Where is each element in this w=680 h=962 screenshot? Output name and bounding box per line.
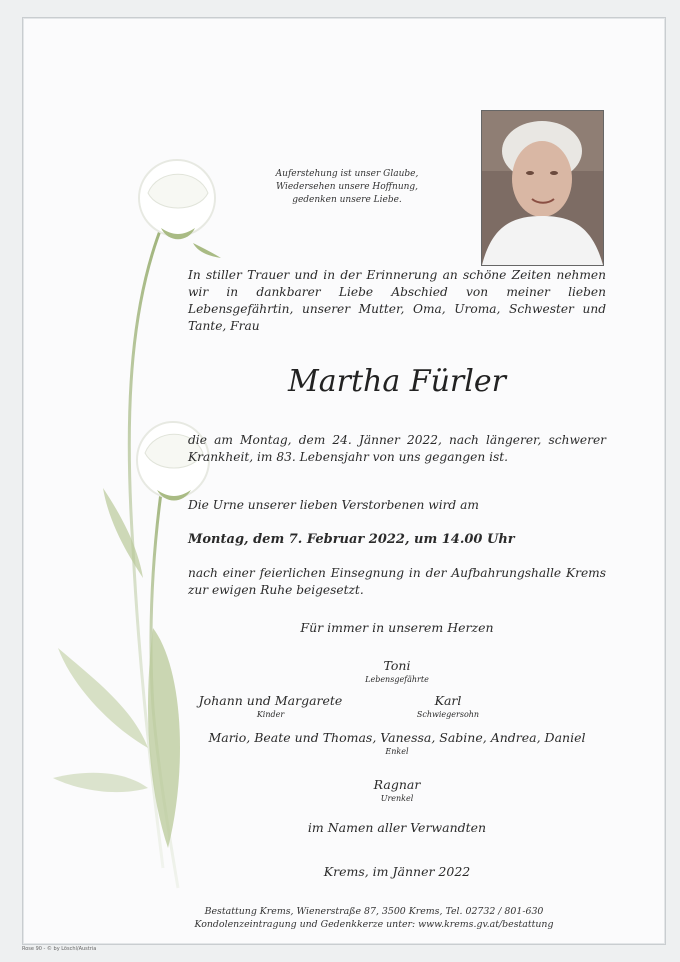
obituary-sheet [22, 17, 666, 945]
motto-line-3: gedenken unsere Liebe. [292, 195, 402, 205]
portrait-photo [481, 110, 604, 266]
motto-verse [259, 168, 435, 207]
mourner-role: Kinder [256, 710, 285, 719]
image-credit: Rose 90 - © by Löschl/Austria [22, 946, 97, 952]
mourner-role: Urenkel [380, 794, 414, 803]
ceremony-date: Montag, dem 7. Februar 2022, um 14.00 Uhr [188, 532, 515, 547]
intro-text: In stiller Trauer und in der Erinnerung an schöne Zeiten nehmen wir in dankbarer Liebe Abschied von meiner lieben Lebensgefährtin, unserer Mutter, Oma, Uroma, Schwester und Tante, Frau [188, 268, 606, 333]
mourner-name: Karl [434, 693, 462, 708]
mourner-name: Johann und Margarete [198, 693, 343, 708]
mourner-grandchildren [188, 727, 606, 756]
footer-address: Bestattung Krems, Wienerstraße 87, 3500 Krems, Tel. 02732 / 801-630 [204, 906, 544, 917]
deceased-name: Martha Fürler [288, 364, 506, 399]
mourner-ragnar [188, 774, 606, 803]
mourner-role: Schwiegersohn [416, 710, 480, 719]
funeral-home-footer [165, 905, 583, 931]
mourner-toni [188, 655, 606, 684]
relatives-line: im Namen aller Verwandten [307, 820, 487, 835]
urn-text: Die Urne unserer lieben Verstorbenen wird am [188, 498, 479, 512]
mourner-karl [383, 690, 513, 719]
mourner-name: Mario, Beate und Thomas, Vanessa, Sabine, Andrea, Daniel [208, 730, 586, 745]
burial-text: nach einer feierlichen Einsegnung in der Aufbahrungshalle Krems zur ewigen Ruhe beigesetzt. [188, 566, 606, 597]
mourner-name: Ragnar [373, 777, 421, 792]
footer-website: Kondolenzeintragung und Gedenkkerze unter: www.krems.gv.at/bestattung [194, 919, 554, 930]
mourner-role: Lebensgefährte [365, 675, 429, 684]
motto-line-1: Auferstehung ist unser Glaube, [275, 169, 419, 179]
motto-line-2: Wiedersehen unsere Hoffnung, [275, 182, 419, 192]
mourner-role: Enkel [385, 747, 409, 756]
mourner-johann [183, 690, 358, 719]
place-date: Krems, im Jänner 2022 [323, 864, 471, 879]
forever-line: Für immer in unserem Herzen [300, 620, 494, 635]
death-notice: die am Montag, dem 24. Jänner 2022, nach längerer, schwerer Krankheit, im 83. Lebensjahr von uns gegangen ist. [188, 433, 606, 464]
mourner-name: Toni [383, 658, 411, 673]
